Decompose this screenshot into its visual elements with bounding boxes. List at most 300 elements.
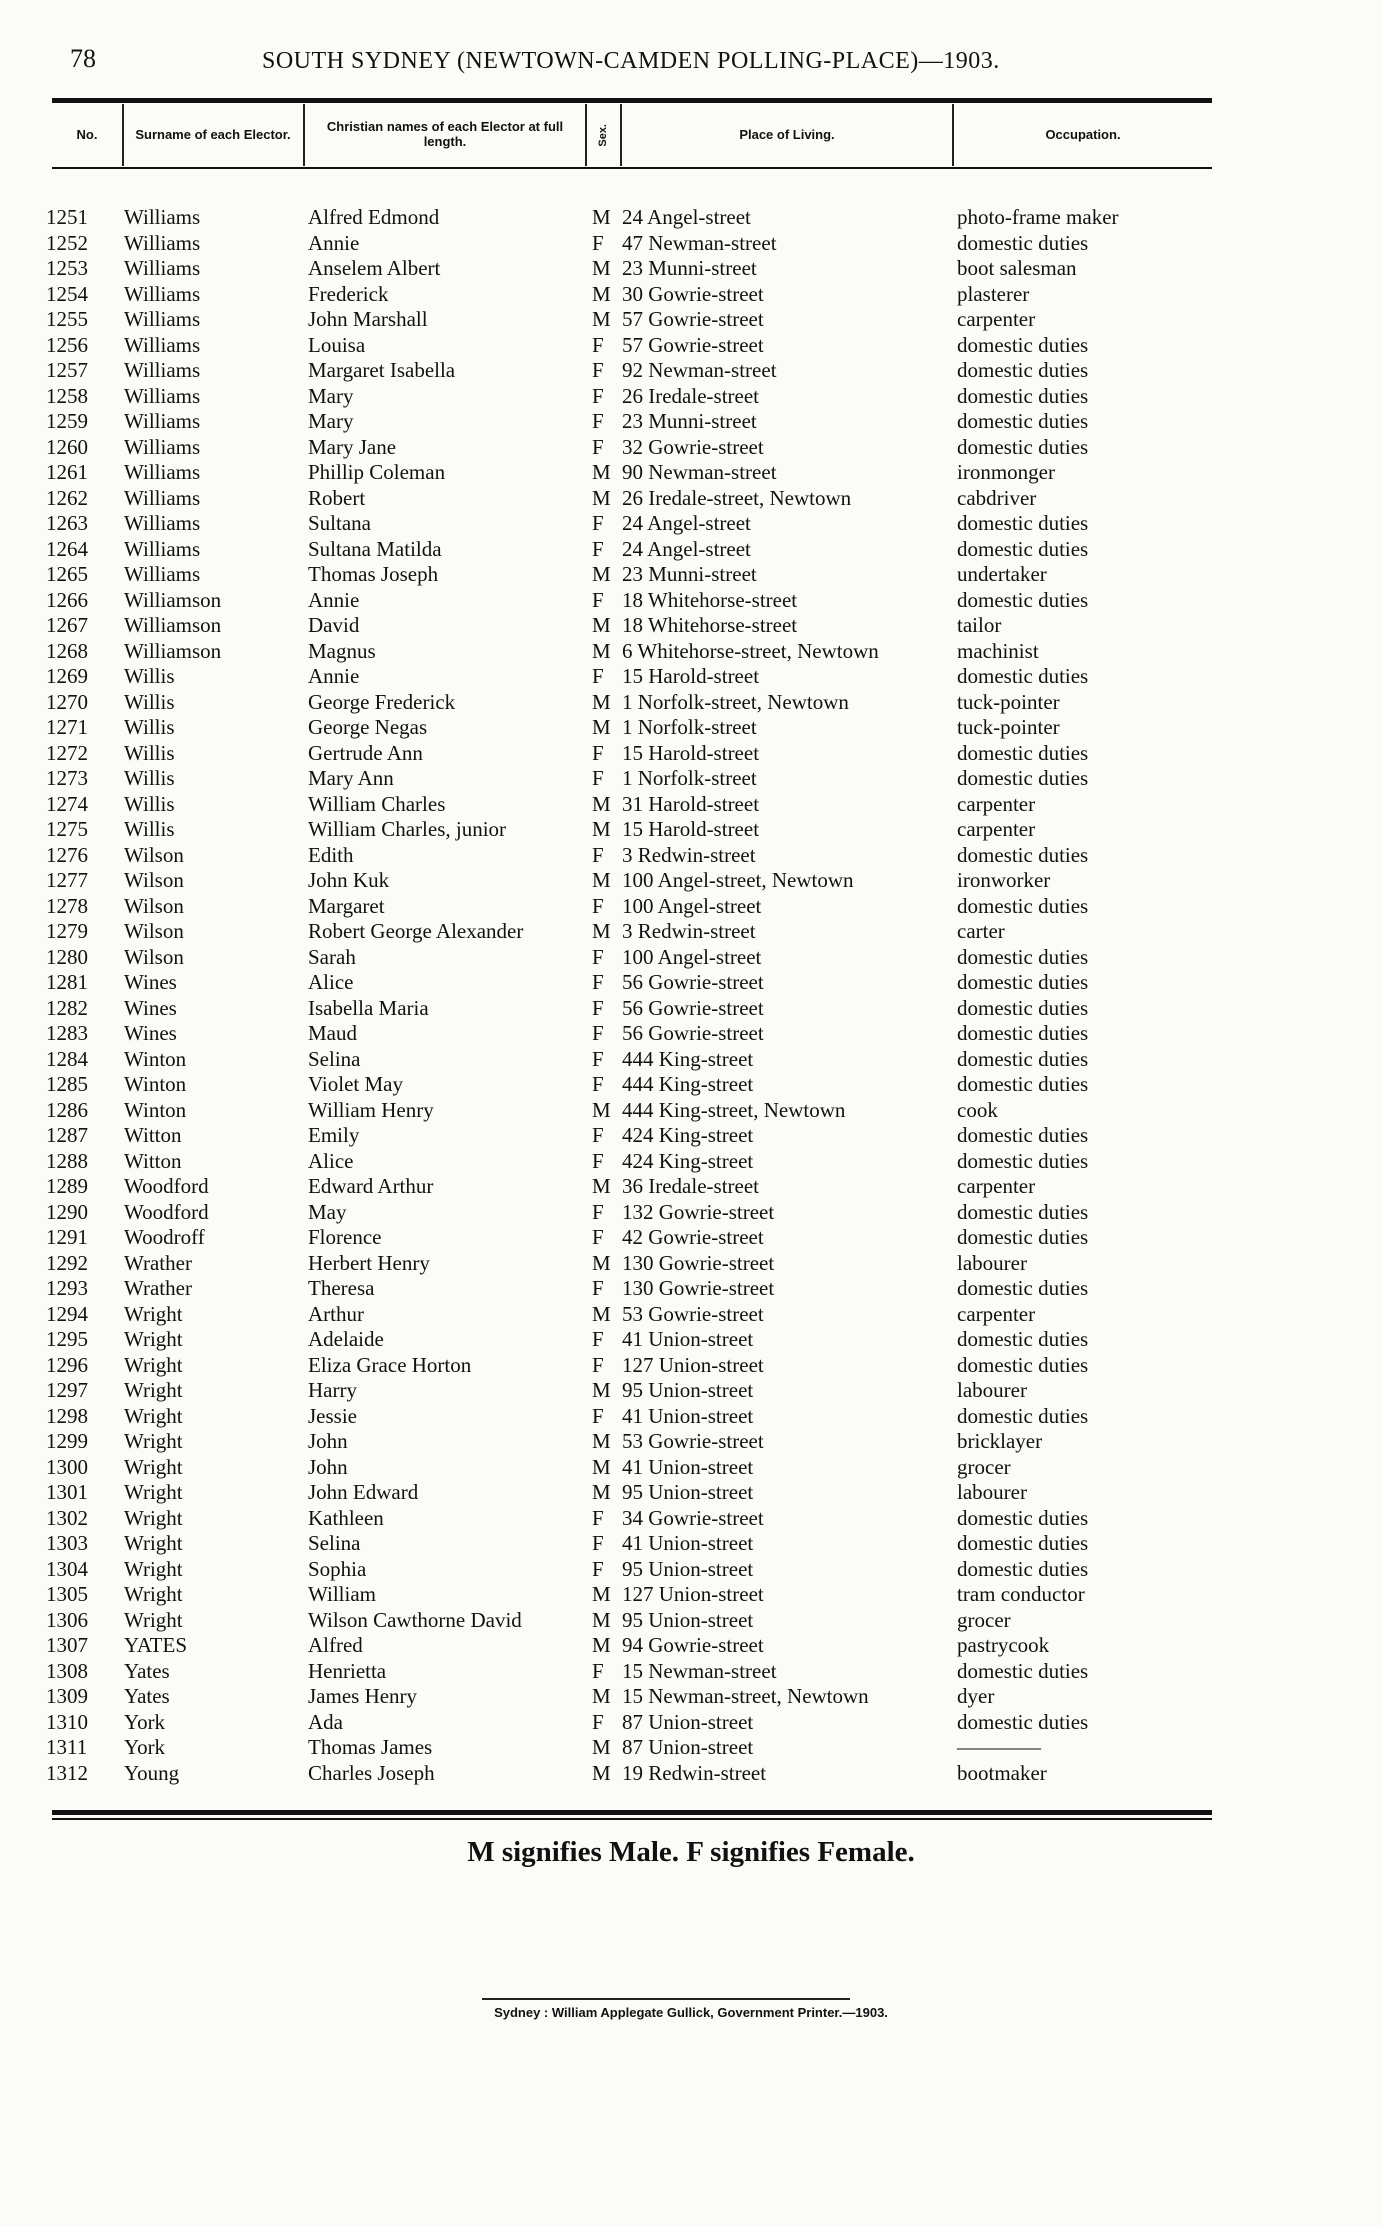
elector-occupation: domestic duties — [957, 383, 1089, 408]
elector-number: 1284 — [46, 1046, 88, 1071]
elector-christian-names: Sultana Matilda — [308, 536, 442, 561]
elector-surname: Williams — [124, 230, 201, 255]
elector-place-of-living: 87 Union-street — [622, 1735, 754, 1759]
elector-rows — [0, 205, 1382, 1786]
elector-number: 1305 — [46, 1582, 88, 1606]
elector-place-of-living: 15 Harold-street — [622, 664, 760, 688]
elector-occupation: domestic duties — [957, 1072, 1089, 1096]
elector-sex: M — [592, 1097, 611, 1122]
elector-surname: Wright — [124, 1454, 183, 1479]
page-number: 78 — [70, 44, 96, 73]
elector-sex: F — [592, 434, 604, 459]
elector-occupation: domestic duties — [957, 1403, 1089, 1428]
elector-place-of-living: 1 Norfolk-street — [622, 715, 757, 739]
elector-surname: Woodford — [124, 1174, 209, 1198]
elector-place-of-living: 18 Whitehorse-street — [622, 587, 798, 612]
elector-christian-names: Alfred Edmond — [308, 205, 440, 229]
elector-number: 1270 — [46, 689, 88, 714]
elector-christian-names: John — [308, 1429, 348, 1453]
elector-occupation: domestic duties — [957, 511, 1089, 535]
elector-place-of-living: 23 Munni-street — [622, 409, 757, 433]
elector-occupation: domestic duties — [957, 1505, 1089, 1530]
table-row — [0, 690, 1382, 716]
elector-christian-names: William Henry — [308, 1097, 434, 1122]
elector-number: 1297 — [46, 1378, 88, 1402]
elector-occupation: domestic duties — [957, 587, 1089, 612]
elector-surname: Wilson — [124, 944, 184, 969]
elector-place-of-living: 41 Union-street — [622, 1403, 754, 1428]
table-row — [0, 1327, 1382, 1353]
elector-occupation: domestic duties — [957, 1046, 1089, 1071]
elector-sex: M — [592, 817, 611, 841]
elector-surname: Wright — [124, 1505, 183, 1530]
elector-surname: Wright — [124, 1352, 183, 1377]
table-row — [0, 537, 1382, 563]
elector-surname: Wright — [124, 1378, 183, 1402]
elector-christian-names: Alice — [308, 970, 354, 994]
elector-occupation: domestic duties — [957, 358, 1089, 382]
elector-christian-names: John Edward — [308, 1480, 419, 1504]
elector-occupation: domestic duties — [957, 944, 1089, 969]
elector-place-of-living: 95 Union-street — [622, 1480, 754, 1504]
elector-occupation: cabdriver — [957, 485, 1037, 510]
elector-surname: Witton — [124, 1148, 182, 1173]
elector-number: 1287 — [46, 1123, 88, 1147]
table-row — [0, 1047, 1382, 1073]
elector-sex: M — [592, 613, 611, 637]
elector-number: 1275 — [46, 817, 88, 841]
elector-number: 1303 — [46, 1531, 88, 1555]
elector-surname: Williams — [124, 358, 201, 382]
elector-occupation: domestic duties — [957, 1531, 1089, 1555]
elector-sex: M — [592, 638, 611, 663]
elector-occupation: tuck-pointer — [957, 715, 1060, 739]
elector-christian-names: William Charles — [308, 791, 446, 816]
elector-surname: Williamson — [124, 638, 222, 663]
elector-surname: Wright — [124, 1403, 183, 1428]
table-row — [0, 435, 1382, 461]
header-christian: Christian names of each Elector at full length. — [326, 119, 564, 149]
elector-sex: F — [592, 893, 604, 918]
elector-sex: F — [592, 1505, 604, 1530]
elector-surname: Woodford — [124, 1199, 209, 1224]
elector-christian-names: May — [308, 1199, 347, 1224]
elector-surname: Wilson — [124, 893, 184, 918]
elector-sex: M — [592, 715, 611, 739]
elector-number: 1260 — [46, 434, 88, 459]
elector-place-of-living: 19 Redwin-street — [622, 1760, 767, 1785]
table-row — [0, 1633, 1382, 1659]
elector-place-of-living: 444 King-street — [622, 1072, 754, 1096]
elector-number: 1277 — [46, 868, 88, 892]
elector-occupation: carpenter — [957, 1301, 1036, 1326]
elector-place-of-living: 56 Gowrie-street — [622, 970, 764, 994]
elector-christian-names: Violet May — [308, 1072, 403, 1096]
elector-sex: M — [592, 1250, 611, 1275]
elector-christian-names: Margaret Isabella — [308, 358, 456, 382]
elector-number: 1271 — [46, 715, 88, 739]
elector-occupation: domestic duties — [957, 1148, 1089, 1173]
elector-christian-names: Theresa — [308, 1276, 375, 1300]
elector-christian-names: Annie — [308, 587, 360, 612]
elector-occupation: plasterer — [957, 281, 1030, 306]
elector-christian-names: John Marshall — [308, 307, 428, 331]
elector-sex: M — [592, 919, 611, 943]
page-title: SOUTH SYDNEY (NEWTOWN-CAMDEN POLLING-PLACE)—1903. — [262, 48, 1000, 74]
elector-christian-names: Margaret — [308, 893, 385, 918]
elector-surname: Wright — [124, 1607, 183, 1632]
table-row — [0, 358, 1382, 384]
elector-occupation: machinist — [957, 638, 1039, 663]
elector-occupation: grocer — [957, 1607, 1011, 1632]
elector-christian-names: Frederick — [308, 281, 389, 306]
elector-place-of-living: 127 Union-street — [622, 1582, 764, 1606]
elector-christian-names: Emily — [308, 1123, 360, 1147]
elector-sex: M — [592, 1378, 611, 1402]
table-row — [0, 613, 1382, 639]
elector-number: 1310 — [46, 1709, 88, 1734]
table-row — [0, 1684, 1382, 1710]
elector-occupation: domestic duties — [957, 995, 1089, 1020]
elector-number: 1299 — [46, 1429, 88, 1453]
elector-place-of-living: 15 Harold-street — [622, 817, 760, 841]
table-row — [0, 1404, 1382, 1430]
elector-sex: F — [592, 332, 604, 357]
elector-sex: M — [592, 307, 611, 331]
elector-place-of-living: 95 Union-street — [622, 1607, 754, 1632]
elector-number: 1255 — [46, 307, 88, 331]
elector-number: 1274 — [46, 791, 88, 816]
elector-occupation: ironmonger — [957, 460, 1055, 484]
elector-place-of-living: 41 Union-street — [622, 1327, 754, 1351]
elector-christian-names: Florence — [308, 1225, 382, 1249]
elector-sex: M — [592, 791, 611, 816]
elector-place-of-living: 18 Whitehorse-street — [622, 613, 798, 637]
elector-sex: M — [592, 1480, 611, 1504]
table-row — [0, 843, 1382, 869]
elector-number: 1307 — [46, 1633, 88, 1657]
elector-surname: Witton — [124, 1123, 182, 1147]
elector-place-of-living: 26 Iredale-street — [622, 383, 760, 408]
table-row — [0, 664, 1382, 690]
elector-sex: M — [592, 1735, 611, 1759]
elector-christian-names: Magnus — [308, 638, 376, 663]
elector-surname: Williamson — [124, 587, 222, 612]
elector-sex: F — [592, 409, 604, 433]
elector-number: 1296 — [46, 1352, 88, 1377]
elector-number: 1254 — [46, 281, 88, 306]
table-row — [0, 639, 1382, 665]
elector-christian-names: Louisa — [308, 332, 366, 357]
elector-surname: Winton — [124, 1046, 187, 1071]
elector-occupation: domestic duties — [957, 1658, 1089, 1683]
elector-place-of-living: 56 Gowrie-street — [622, 995, 764, 1020]
elector-occupation: labourer — [957, 1480, 1027, 1504]
elector-occupation: domestic duties — [957, 409, 1089, 433]
elector-occupation: carter — [957, 919, 1005, 943]
header-no: No. — [76, 126, 98, 142]
elector-christian-names: Selina — [308, 1531, 361, 1555]
elector-place-of-living: 87 Union-street — [622, 1709, 754, 1734]
table-row — [0, 1251, 1382, 1277]
elector-surname: Willis — [124, 791, 175, 816]
elector-surname: Young — [124, 1760, 180, 1785]
elector-surname: Williams — [124, 256, 201, 280]
elector-occupation: dyer — [957, 1684, 995, 1708]
elector-number: 1289 — [46, 1174, 88, 1198]
elector-surname: Williams — [124, 434, 201, 459]
elector-place-of-living: 26 Iredale-street, Newtown — [622, 485, 852, 510]
elector-sex: F — [592, 1072, 604, 1096]
elector-sex: F — [592, 664, 604, 688]
elector-number: 1285 — [46, 1072, 88, 1096]
elector-number: 1292 — [46, 1250, 88, 1275]
elector-christian-names: David — [308, 613, 360, 637]
elector-place-of-living: 100 Angel-street, Newtown — [622, 868, 854, 892]
table-row — [0, 1480, 1382, 1506]
elector-sex: F — [592, 944, 604, 969]
elector-number: 1295 — [46, 1327, 88, 1351]
elector-christian-names: Kathleen — [308, 1505, 384, 1530]
elector-christian-names: Isabella Maria — [308, 995, 429, 1020]
elector-christian-names: Alice — [308, 1148, 354, 1173]
elector-place-of-living: 15 Harold-street — [622, 740, 760, 765]
table-row — [0, 1608, 1382, 1634]
elector-sex: F — [592, 766, 604, 790]
elector-surname: Willis — [124, 766, 175, 790]
elector-number: 1309 — [46, 1684, 88, 1708]
elector-occupation: domestic duties — [957, 664, 1089, 688]
elector-sex: F — [592, 230, 604, 255]
elector-occupation: ironworker — [957, 868, 1051, 892]
table-row — [0, 1557, 1382, 1583]
elector-surname: Wilson — [124, 868, 184, 892]
elector-number: 1253 — [46, 256, 88, 280]
elector-christian-names: William Charles, junior — [308, 817, 507, 841]
header-place: Place of Living. — [739, 126, 835, 142]
elector-number: 1264 — [46, 536, 88, 561]
elector-place-of-living: 424 King-street — [622, 1148, 754, 1173]
elector-place-of-living: 94 Gowrie-street — [622, 1633, 764, 1657]
elector-sex: F — [592, 1046, 604, 1071]
elector-occupation: carpenter — [957, 307, 1036, 331]
elector-number: 1286 — [46, 1097, 88, 1122]
elector-sex: M — [592, 562, 611, 586]
elector-christian-names: Adelaide — [308, 1327, 384, 1351]
elector-sex: F — [592, 1327, 604, 1351]
elector-sex: F — [592, 1199, 604, 1224]
elector-sex: F — [592, 383, 604, 408]
elector-surname: Williams — [124, 307, 201, 331]
elector-place-of-living: 424 King-street — [622, 1123, 754, 1147]
elector-occupation: domestic duties — [957, 842, 1089, 867]
elector-occupation: domestic duties — [957, 740, 1089, 765]
table-row — [0, 1353, 1382, 1379]
elector-occupation: tailor — [957, 613, 1002, 637]
elector-occupation: undertaker — [957, 562, 1047, 586]
elector-number: 1312 — [46, 1760, 88, 1785]
elector-christian-names: George Frederick — [308, 689, 456, 714]
elector-sex: M — [592, 1633, 611, 1657]
table-row — [0, 996, 1382, 1022]
elector-occupation: boot salesman — [957, 256, 1077, 280]
elector-christian-names: Wilson Cawthorne David — [308, 1607, 522, 1632]
table-bottom-rule-thin — [52, 1818, 1212, 1820]
elector-christian-names: Ada — [308, 1709, 343, 1734]
table-row — [0, 1123, 1382, 1149]
elector-number: 1273 — [46, 766, 88, 790]
elector-occupation: carpenter — [957, 1174, 1036, 1198]
elector-sex: M — [592, 256, 611, 280]
elector-surname: Wright — [124, 1531, 183, 1555]
elector-surname: Williams — [124, 485, 201, 510]
elector-place-of-living: 1 Norfolk-street — [622, 766, 757, 790]
table-row — [0, 1735, 1382, 1761]
table-row — [0, 919, 1382, 945]
imprint-rule — [482, 1998, 850, 2000]
elector-sex: M — [592, 460, 611, 484]
elector-number: 1269 — [46, 664, 88, 688]
table-row — [0, 1710, 1382, 1736]
elector-number: 1301 — [46, 1480, 88, 1504]
elector-christian-names: Sophia — [308, 1556, 367, 1581]
table-row — [0, 409, 1382, 435]
elector-sex: F — [592, 1531, 604, 1555]
elector-christian-names: Henrietta — [308, 1658, 387, 1683]
table-row — [0, 1302, 1382, 1328]
elector-occupation: domestic duties — [957, 1276, 1089, 1300]
elector-surname: Williams — [124, 562, 201, 586]
elector-surname: York — [124, 1709, 166, 1734]
elector-sex: M — [592, 1684, 611, 1708]
elector-number: 1251 — [46, 205, 88, 229]
elector-number: 1266 — [46, 587, 88, 612]
elector-sex: F — [592, 1352, 604, 1377]
elector-number: 1282 — [46, 995, 88, 1020]
elector-sex: F — [592, 1658, 604, 1683]
elector-place-of-living: 47 Newman-street — [622, 230, 777, 255]
elector-sex: M — [592, 1760, 611, 1785]
table-row — [0, 1429, 1382, 1455]
elector-sex: M — [592, 1582, 611, 1606]
header-occupation: Occupation. — [1045, 126, 1121, 142]
legend: M signifies Male. F signifies Female. — [467, 1836, 915, 1868]
elector-number: 1267 — [46, 613, 88, 637]
table-row — [0, 792, 1382, 818]
elector-surname: Williams — [124, 281, 201, 306]
table-row — [0, 562, 1382, 588]
elector-surname: Willis — [124, 817, 175, 841]
elector-surname: Winton — [124, 1072, 187, 1096]
elector-surname: Williamson — [124, 613, 222, 637]
elector-surname: Wright — [124, 1480, 183, 1504]
elector-number: 1261 — [46, 460, 88, 484]
elector-number: 1308 — [46, 1658, 88, 1683]
table-row — [0, 1276, 1382, 1302]
elector-place-of-living: 41 Union-street — [622, 1454, 754, 1479]
elector-number: 1276 — [46, 842, 88, 867]
elector-christian-names: Anselem Albert — [308, 256, 441, 280]
elector-occupation: labourer — [957, 1378, 1027, 1402]
elector-christian-names: Thomas James — [308, 1735, 433, 1759]
table-row — [0, 1174, 1382, 1200]
elector-christian-names: Maud — [308, 1021, 357, 1045]
elector-christian-names: Robert George Alexander — [308, 919, 524, 943]
elector-christian-names: Phillip Coleman — [308, 460, 446, 484]
elector-surname: York — [124, 1735, 166, 1759]
elector-christian-names: Robert — [308, 485, 366, 510]
elector-sex: M — [592, 1607, 611, 1632]
elector-place-of-living: 24 Angel-street — [622, 205, 751, 229]
elector-place-of-living: 100 Angel-street — [622, 893, 762, 918]
table-row — [0, 333, 1382, 359]
elector-occupation: labourer — [957, 1250, 1027, 1275]
elector-surname: Williams — [124, 460, 201, 484]
header-sex — [587, 104, 619, 166]
table-row — [0, 384, 1382, 410]
table-row — [0, 894, 1382, 920]
elector-surname: Wright — [124, 1327, 183, 1351]
table-row — [0, 256, 1382, 282]
elector-surname: Williams — [124, 383, 201, 408]
elector-occupation: domestic duties — [957, 1352, 1089, 1377]
elector-sex: F — [592, 995, 604, 1020]
elector-sex: M — [592, 1429, 611, 1453]
elector-occupation: domestic duties — [957, 1556, 1089, 1581]
elector-occupation: tuck-pointer — [957, 689, 1060, 714]
elector-occupation: domestic duties — [957, 230, 1089, 255]
elector-sex: F — [592, 1225, 604, 1249]
elector-sex: F — [592, 1123, 604, 1147]
imprint: Sydney : William Applegate Gullick, Government Printer.—1903. — [494, 2005, 888, 2020]
elector-christian-names: Mary Ann — [308, 766, 394, 790]
table-row — [0, 1021, 1382, 1047]
elector-number: 1257 — [46, 358, 88, 382]
elector-christian-names: Annie — [308, 230, 360, 255]
elector-number: 1258 — [46, 383, 88, 408]
elector-sex: F — [592, 1021, 604, 1045]
elector-surname: Yates — [124, 1684, 170, 1708]
elector-christian-names: Gertrude Ann — [308, 740, 423, 765]
elector-christian-names: Sultana — [308, 511, 371, 535]
elector-sex: F — [592, 1148, 604, 1173]
elector-number: 1279 — [46, 919, 88, 943]
elector-surname: Williams — [124, 536, 201, 561]
elector-place-of-living: 57 Gowrie-street — [622, 307, 764, 331]
elector-sex: M — [592, 281, 611, 306]
table-row — [0, 1225, 1382, 1251]
elector-sex: M — [592, 485, 611, 510]
elector-christian-names: Edward Arthur — [308, 1174, 434, 1198]
table-row — [0, 511, 1382, 537]
table-row — [0, 1149, 1382, 1175]
header-bottom-rule — [52, 167, 1212, 169]
elector-number: 1300 — [46, 1454, 88, 1479]
table-row — [0, 307, 1382, 333]
elector-occupation: ———— — [957, 1735, 1041, 1759]
table-row — [0, 1659, 1382, 1685]
elector-occupation: bootmaker — [957, 1760, 1047, 1785]
elector-number: 1306 — [46, 1607, 88, 1632]
elector-christian-names: William — [308, 1582, 376, 1606]
table-row — [0, 1506, 1382, 1532]
elector-place-of-living: 132 Gowrie-street — [622, 1199, 775, 1224]
elector-place-of-living: 41 Union-street — [622, 1531, 754, 1555]
elector-sex: F — [592, 1709, 604, 1734]
table-row — [0, 282, 1382, 308]
elector-surname: Wright — [124, 1429, 183, 1453]
header-top-rule — [52, 98, 1212, 103]
